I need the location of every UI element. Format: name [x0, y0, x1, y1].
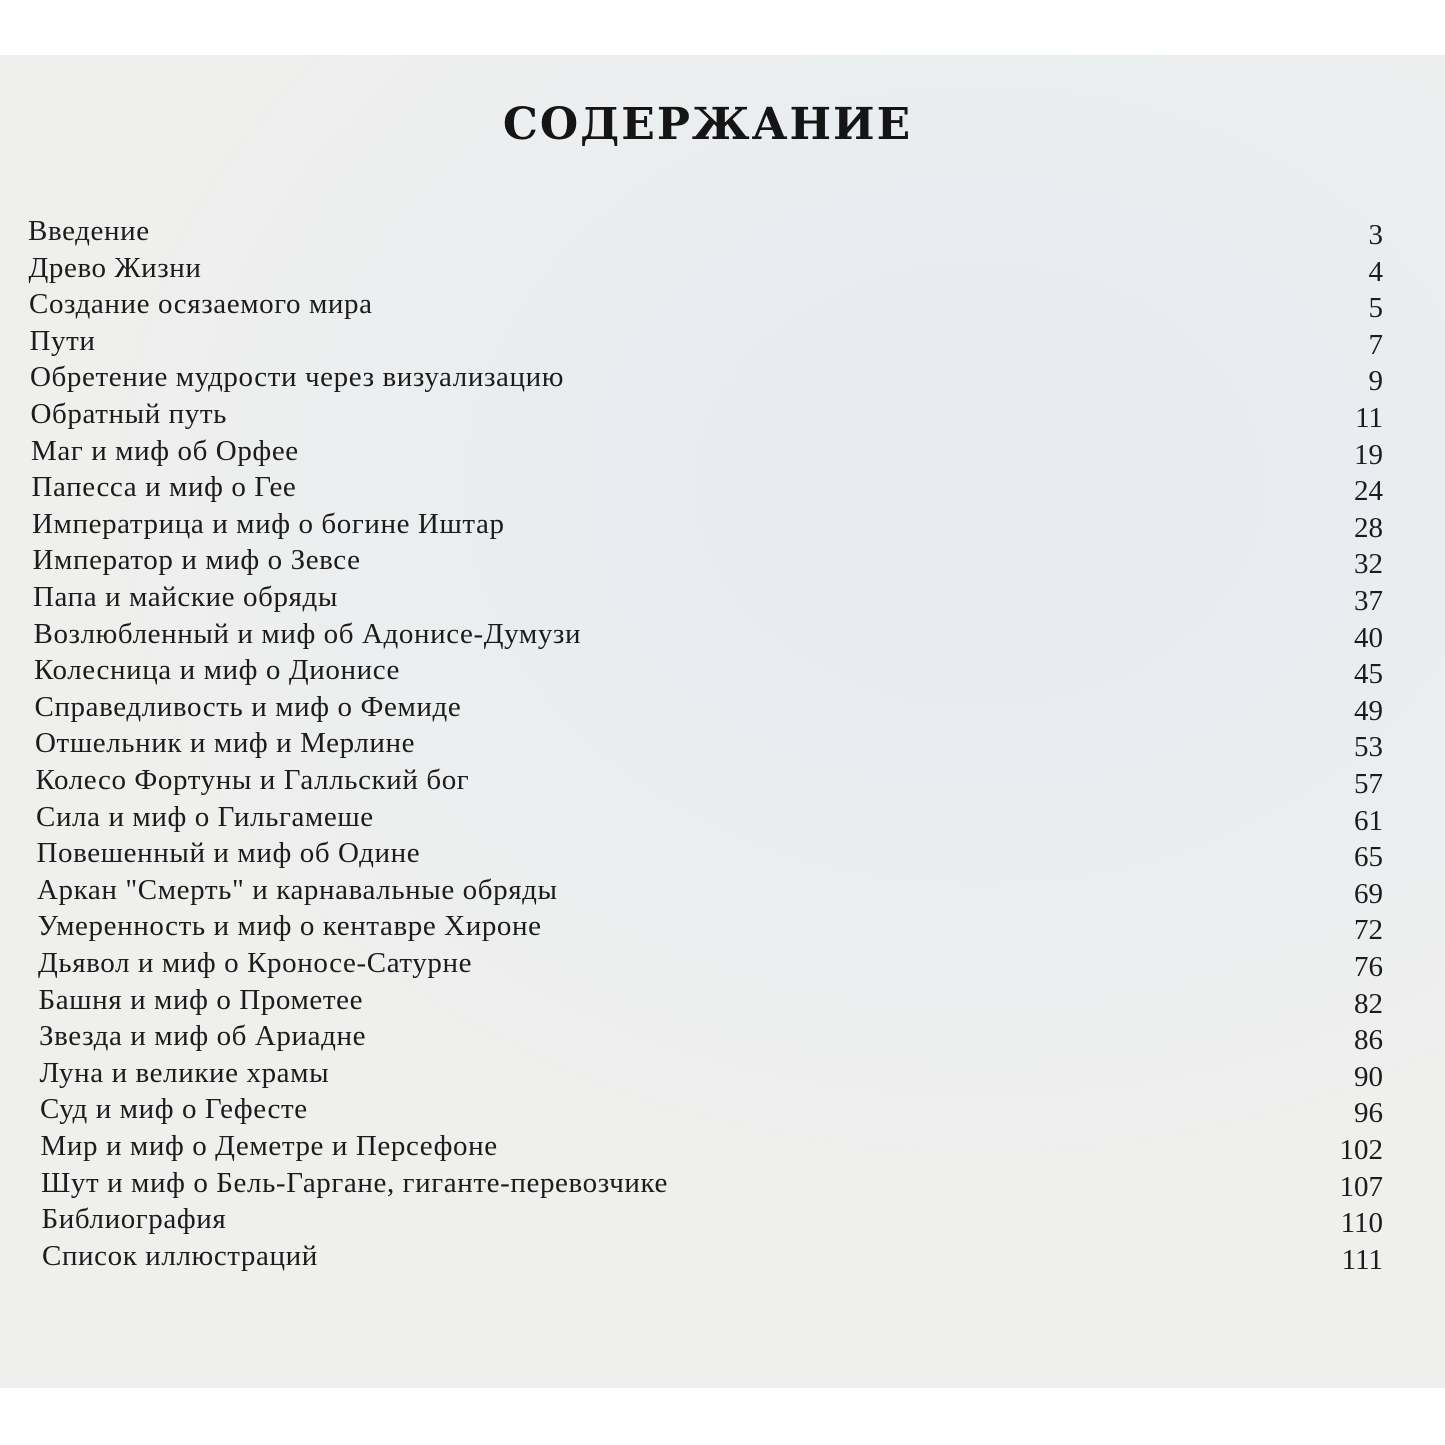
toc-entry-title: Шут и миф о Бель-Гаргане, гиганте-перевозчике	[41, 1166, 668, 1199]
toc-entry	[0, 801, 1445, 838]
toc-entry-title: Суд и миф о Гефесте	[40, 1093, 308, 1126]
toc-entry-title: Башня и миф о Прометее	[38, 983, 364, 1016]
toc-entry-title: Императрица и миф о богине Иштар	[32, 507, 505, 540]
toc-entry-page-number: 45	[1354, 658, 1383, 691]
toc-entry-title: Справедливость и миф о Фемиде	[34, 690, 462, 723]
toc-entry-page-number: 65	[1354, 841, 1383, 874]
toc-entry	[0, 1020, 1445, 1057]
toc-entry	[0, 288, 1445, 325]
toc-entry-page-number: 19	[1354, 438, 1383, 471]
toc-entry	[0, 471, 1445, 508]
toc-entry	[0, 435, 1445, 472]
toc-entry-title: Папесса и миф о Гее	[31, 471, 297, 504]
toc-entry-title: Луна и великие храмы	[39, 1056, 330, 1089]
toc-entry	[0, 837, 1445, 874]
toc-entry	[0, 1057, 1445, 1094]
toc-entry	[0, 1093, 1445, 1130]
toc-entry-page-number: 4	[1368, 255, 1383, 288]
toc-entry	[0, 252, 1445, 289]
toc-entry-page-number: 9	[1368, 365, 1383, 398]
toc-entry	[0, 727, 1445, 764]
toc-entry-page-number: 24	[1354, 475, 1383, 508]
toc-entry	[0, 947, 1445, 984]
toc-entry-page-number: 110	[1340, 1207, 1383, 1240]
toc-entry-page-number: 57	[1354, 768, 1383, 800]
toc-entry-title: Введение	[28, 215, 150, 247]
toc-entry-page-number: 86	[1354, 1024, 1383, 1057]
book-page	[0, 55, 1445, 1388]
toc-entry	[0, 1203, 1445, 1240]
toc-entry-page-number: 40	[1354, 621, 1383, 654]
toc-entry	[0, 618, 1445, 655]
toc-entry-title: Мир и миф о Деметре и Персефоне	[40, 1130, 498, 1162]
toc-entry-page-number: 49	[1354, 694, 1383, 727]
toc-entry	[0, 1167, 1445, 1204]
toc-entry-title: Папа и майские обряды	[33, 581, 338, 613]
toc-entry	[0, 1240, 1445, 1277]
toc-entry	[0, 764, 1445, 801]
toc-entry-page-number: 3	[1368, 219, 1383, 251]
toc-entry-title: Сила и миф о Гильгамеше	[36, 800, 374, 833]
toc-entry-page-number: 53	[1354, 731, 1383, 764]
toc-entry-page-number: 90	[1354, 1060, 1383, 1093]
toc-entry	[0, 581, 1445, 618]
toc-entry-title: Император и миф о Зевсе	[32, 544, 361, 577]
toc-entry-title: Обретение мудрости через визуализацию	[30, 361, 565, 394]
toc-entry-title: Колесница и миф о Дионисе	[34, 654, 401, 687]
toc-entry-title: Пути	[29, 324, 96, 357]
toc-entry	[0, 398, 1445, 435]
toc-entry-title: Отшельник и миф и Мерлине	[35, 727, 416, 760]
toc-entry-page-number: 61	[1354, 804, 1383, 837]
toc-entry-page-number: 32	[1354, 548, 1383, 581]
toc-entry-title: Звезда и миф об Ариадне	[39, 1020, 367, 1053]
toc-entry-title: Колесо Фортуны и Галльский бог	[35, 764, 470, 796]
toc-entry-title: Маг и миф об Орфее	[31, 434, 299, 467]
toc-entry	[0, 544, 1445, 581]
toc-entry-title: Дьявол и миф о Кроносе-Сатурне	[38, 947, 473, 979]
toc-entry	[0, 215, 1445, 252]
toc-entry	[0, 691, 1445, 728]
toc-entry-page-number: 69	[1354, 877, 1383, 910]
toc-entry	[0, 984, 1445, 1021]
toc-entry-title: Аркан "Смерть" и карнавальные обряды	[37, 873, 558, 906]
toc-entry-title: Умеренность и миф о кентавре Хироне	[37, 910, 542, 943]
toc-entry	[0, 654, 1445, 691]
toc-entry-title: Возлюбленный и миф об Адонисе-Думузи	[33, 617, 582, 650]
toc-entry-title: Библиография	[41, 1203, 227, 1236]
toc-entry	[0, 325, 1445, 362]
page-title: СОДЕРЖАНИЕ	[502, 99, 913, 150]
toc-entry-page-number: 5	[1368, 292, 1383, 325]
toc-entry	[0, 361, 1445, 398]
toc-entry	[0, 874, 1445, 911]
toc-entry-page-number: 111	[1341, 1243, 1383, 1276]
toc-entry-title: Обратный путь	[30, 398, 227, 430]
toc-entry	[0, 1130, 1445, 1167]
toc-entry-page-number: 72	[1354, 914, 1383, 947]
table-of-contents	[0, 215, 1445, 1335]
toc-entry-page-number: 28	[1354, 511, 1383, 544]
toc-entry-title: Древо Жизни	[28, 251, 202, 284]
toc-entry-page-number: 82	[1354, 987, 1383, 1020]
toc-entry-page-number: 37	[1354, 585, 1383, 617]
toc-entry-title: Создание осязаемого мира	[29, 288, 373, 321]
toc-entry-page-number: 107	[1339, 1170, 1383, 1203]
toc-entry-page-number: 11	[1355, 402, 1383, 434]
toc-entry-page-number: 76	[1354, 951, 1383, 983]
toc-entry	[0, 910, 1445, 947]
toc-entry-title: Повешенный и миф об Одине	[36, 837, 421, 870]
toc-entry	[0, 508, 1445, 545]
toc-entry-page-number: 102	[1339, 1134, 1383, 1166]
toc-entry-title: Список иллюстраций	[42, 1239, 318, 1272]
toc-entry-page-number: 7	[1368, 328, 1383, 361]
toc-entry-page-number: 96	[1354, 1097, 1383, 1130]
